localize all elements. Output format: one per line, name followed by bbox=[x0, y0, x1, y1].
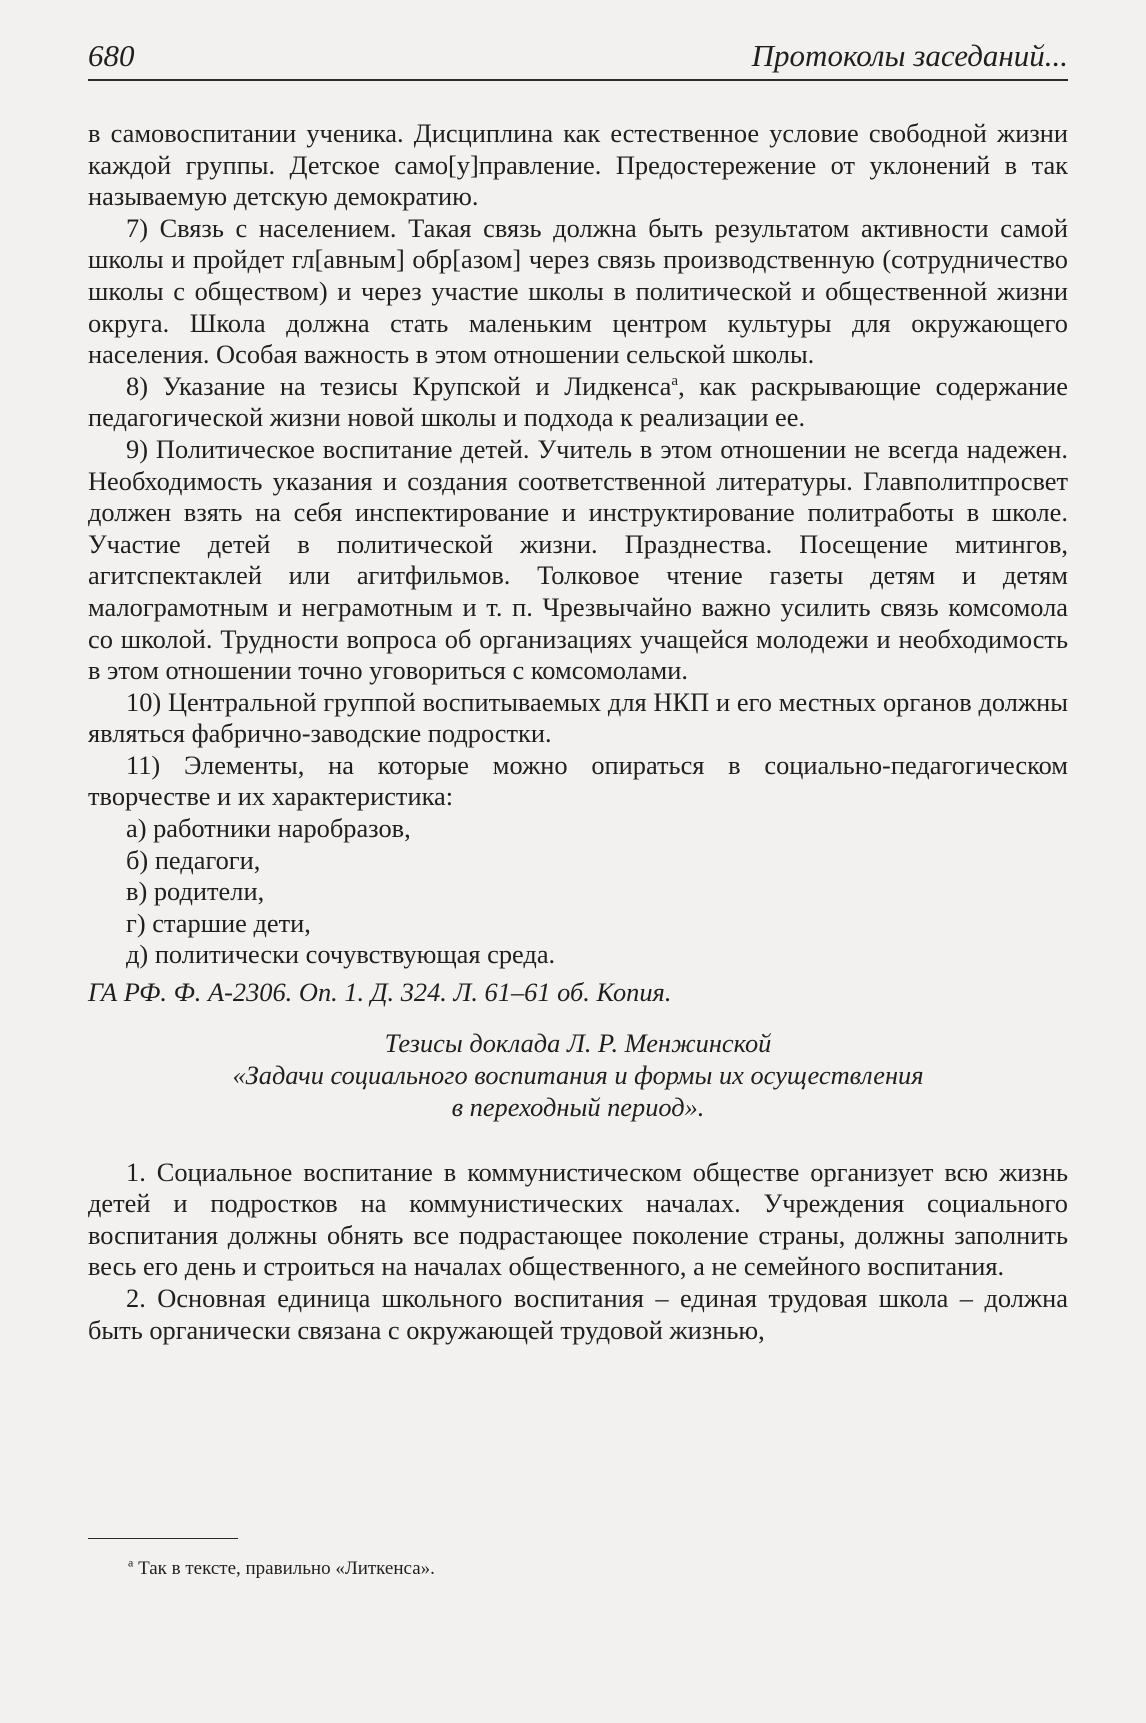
thesis-2: 2. Основная единица школьного воспитания – единая трудовая школа – должна быть органически связана с окружающей трудовой жизнью, bbox=[88, 1283, 1068, 1345]
paragraph-8-text-end: , как раскрывающие содержание педагогической жизни новой школы и подхода к реализации ее. bbox=[88, 370, 1069, 433]
footnote-text: Так в тексте, правильно «Литкенса». bbox=[138, 1558, 435, 1579]
document-title-line: Тезисы доклада Л. Р. Менжинской bbox=[384, 1027, 772, 1058]
footnote-divider bbox=[88, 1538, 238, 1539]
running-title: Протоколы заседаний... bbox=[751, 38, 1068, 73]
page-number: 680 bbox=[88, 38, 135, 73]
document-title-line: в переходный период». bbox=[451, 1091, 705, 1122]
list-item: в) родители, bbox=[126, 876, 265, 907]
thesis-1: 1. Социальное воспитание в коммунистическом обществе организует всю жизнь детей и подростков на коммунистических началах. Учреждения социального воспитания должны обнять все подрастающее поколение страны, должны заполнить весь его день и строиться на началах общественного, а не семейного воспитания. bbox=[88, 1156, 1068, 1282]
paragraph-7: 7) Связь с населением. Такая связь должна быть результатом активности самой школы и пройдет гл[авным] обр[азом] через связь производственную (сотрудничество школы с обществом) и через участие школы в политической и общественной жизни округа. Школа должна стать маленьким центром культуры для окружающего населения. Особая важность в этом отношении сельской школы. bbox=[88, 212, 1068, 370]
list-item: г) старшие дети, bbox=[126, 907, 311, 938]
page-header bbox=[88, 38, 1068, 78]
paragraph-9: 9) Политическое воспитание детей. Учитель в этом отношении не всегда надежен. Необходимость указания и создания соответственной литературы. Главполитпросвет должен взять на себя инспектирование и инструктирование политработы в школе. Участие детей в политической жизни. Празднества. Посещение митингов, агитспектаклей или агитфильмов. Толковое чтение газеты детям и детям малограмотным и неграмотным и т. п. Чрезвычайно важно усилить связь комсомола со школой. Трудности вопроса об организациях учащейся молодежи и необходимость в этом отношении точно уговориться с комсомолами. bbox=[88, 433, 1068, 686]
paragraph-continuation: в самовоспитании ученика. Дисциплина как естественное условие свободной жизни каждой группы. Детское само[у]правление. Предостережение от уклонений в так называемую детскую демократию. bbox=[88, 118, 1068, 212]
list-item: б) педагоги, bbox=[126, 844, 261, 875]
footnote bbox=[128, 1555, 435, 1580]
footnote-ref-a: а bbox=[671, 372, 679, 389]
page-body bbox=[88, 118, 1068, 1346]
paragraph-11: 11) Элементы, на которые можно опираться в социально-педагогическом творчестве и их характеристика: bbox=[88, 749, 1068, 812]
document-title-line: «Задачи социального воспитания и формы их осуществления bbox=[232, 1059, 924, 1090]
document-title bbox=[88, 1027, 1068, 1123]
paragraph-8-text: 8) Указание на тезисы Крупской и Лидкенса bbox=[126, 370, 672, 401]
footnote-mark: а bbox=[128, 1555, 134, 1570]
header-divider bbox=[88, 79, 1068, 81]
paragraph-8 bbox=[88, 371, 1068, 434]
list-item: а) работники наробразов, bbox=[126, 813, 411, 844]
paragraph-10: 10) Центральной группой воспитываемых для НКП и его местных органов должны являться фабрично-заводские подростки. bbox=[88, 686, 1068, 749]
list-item: д) политически сочувствующая среда. bbox=[126, 939, 556, 970]
archive-source: ГА РФ. Ф. А-2306. Оп. 1. Д. 324. Л. 61–61 об. Копия. bbox=[88, 977, 672, 1008]
